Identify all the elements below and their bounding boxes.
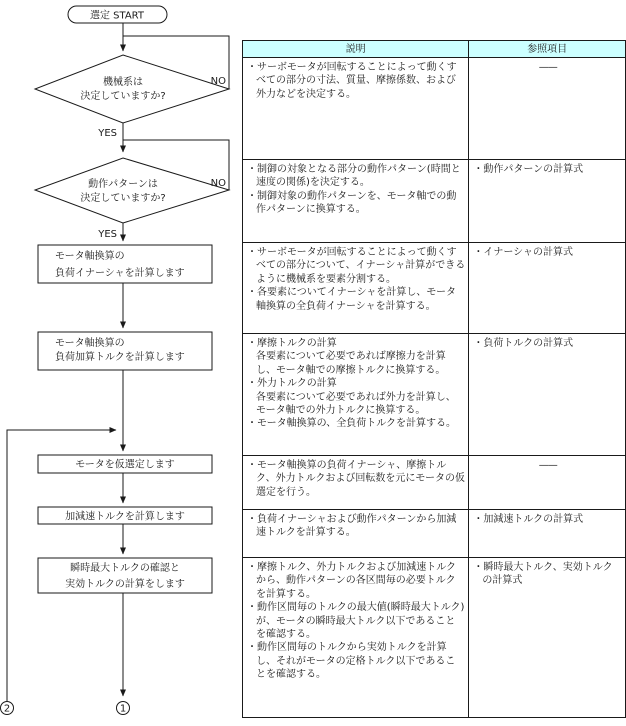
start-label: 選定 START	[89, 10, 145, 22]
process2-line1: モータ軸換算の	[55, 338, 125, 349]
table-row	[243, 160, 626, 243]
process1-line2: 負荷イナーシャを計算します	[55, 268, 185, 279]
desc-cell	[243, 558, 469, 718]
ref-cell	[469, 510, 626, 558]
desc-line: ・動作区間毎のトルクから実効トルクを計算し、それがモータの定格トルク以下であることを確認する。	[247, 642, 456, 681]
ref-cell	[469, 243, 626, 334]
desc-cell	[243, 334, 469, 456]
desc-line: ・外力トルクの計算	[247, 378, 337, 390]
reference-table-wrapper	[242, 40, 626, 718]
desc-cell	[243, 456, 469, 510]
yes-label-2: YES	[98, 229, 117, 240]
header-reference: 参照項目	[469, 41, 626, 58]
desc-line: ・摩擦トルクの計算	[247, 338, 337, 349]
ref-cell	[469, 456, 626, 510]
ref-cell	[469, 334, 626, 456]
ref-dash: ——	[538, 62, 557, 73]
desc-line: ・各要素についてイナーシャを計算し、モータ軸換算の全負荷イナーシャを計算する。	[247, 287, 456, 312]
table-row	[243, 456, 626, 510]
ref-line: ・瞬時最大トルク、実効トルクの計算式	[473, 562, 613, 587]
desc-line: ・サーボモータが回転することによって動くすべての部分の寸法、質量、摩擦係数、および外力などを決定する。	[247, 62, 457, 100]
ref-line: ・動作パターンの計算式	[473, 164, 584, 175]
process3-line1: モータを仮選定します	[75, 459, 175, 471]
decision-machine-system	[35, 55, 229, 123]
desc-line: ・サーボモータが回転することによって動くすべての部分について、イナーシャ計算ができるように機械系を要素分割する。	[247, 247, 466, 285]
desc-line: 各要素について必要であれば摩擦力を計算し、モータ軸での摩擦トルクに換算する。	[256, 351, 446, 376]
desc-line: ・負荷イナーシャおよび動作パターンから加減速トルクを計算する。	[247, 514, 457, 539]
desc-cell	[243, 243, 469, 334]
table-row	[243, 243, 626, 334]
desc-cell	[243, 510, 469, 558]
desc-line: ・モータ軸換算の、全負荷トルクを計算する。	[247, 418, 456, 430]
header-description: 説明	[243, 41, 469, 58]
decision2-line1: 動作パターンは	[88, 179, 158, 190]
desc-line: ・動作区間毎のトルクの最大値(瞬時最大トルク)が、モータの瞬時最大トルク以下であることを確認する。	[247, 602, 465, 641]
ref-line: ・イナーシャの計算式	[473, 247, 573, 258]
decision1-line1: 機械系は	[103, 77, 143, 88]
desc-line: ・モータ軸換算の負荷イナーシャ、摩擦トルク、外力トルクおよび回転数を元にモータの仮選定を行う。	[247, 460, 465, 498]
connector1-label: 1	[119, 703, 127, 715]
process5-line2: 実効トルクの計算をします	[65, 579, 185, 590]
ref-line: ・負荷トルクの計算式	[473, 338, 574, 349]
reference-table	[242, 40, 626, 718]
yes-label-1: YES	[98, 128, 117, 139]
desc-line: ・制御対象の動作パターンを、モータ軸での動作パターンに換算する。	[247, 190, 457, 216]
process1-line1: モータ軸換算の	[55, 251, 125, 262]
process4-line1: 加減速トルクを計算します	[65, 511, 185, 523]
no-label-2: NO	[210, 178, 226, 189]
process5-line1: 瞬時最大トルクの確認と	[70, 563, 180, 574]
decision2-line2: 決定していますか?	[80, 193, 166, 204]
table-header-row	[243, 41, 626, 58]
no-label-1: NO	[210, 76, 226, 87]
ref-dash: ——	[538, 460, 557, 471]
ref-cell	[469, 160, 626, 243]
table-row	[243, 334, 626, 456]
desc-line: 各要素について必要であれば外力を計算し、モータ軸での外力トルクに換算する。	[256, 391, 456, 417]
desc-cell	[243, 58, 469, 160]
table-row	[243, 558, 626, 718]
desc-line: ・摩擦トルク、外力トルクおよび加減速トルクから、動作パターンの各区間毎の必要トルクを計算する。	[247, 562, 456, 600]
process2-line2: 負荷加算トルクを計算します	[55, 352, 185, 363]
ref-cell	[469, 558, 626, 718]
ref-cell	[469, 58, 626, 160]
table-row	[243, 58, 626, 160]
decision-motion-pattern	[35, 158, 229, 223]
table-row	[243, 510, 626, 558]
desc-cell	[243, 160, 469, 243]
ref-line: ・加減速トルクの計算式	[473, 514, 584, 525]
decision1-line2: 決定していますか?	[80, 91, 166, 102]
connector2-label: 2	[3, 703, 11, 715]
desc-line: ・制御の対象となる部分の動作パターン(時間と速度の関係)を決定する。	[247, 164, 461, 189]
